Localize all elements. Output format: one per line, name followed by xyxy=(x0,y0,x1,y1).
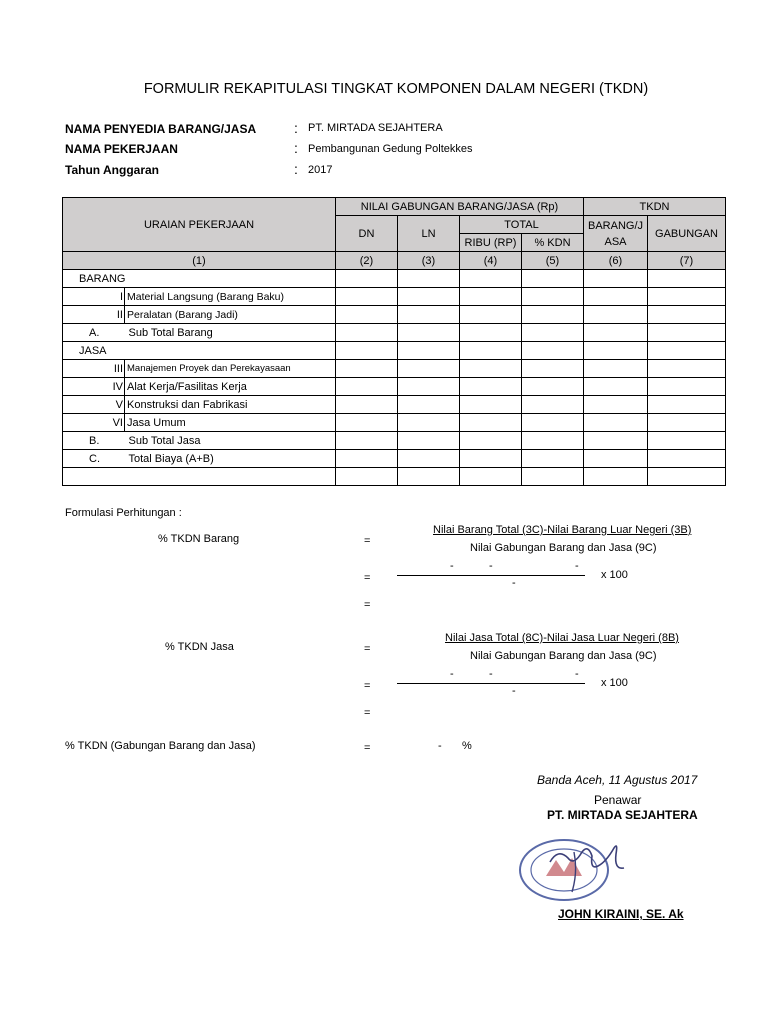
row-num: III xyxy=(63,360,125,378)
table-row xyxy=(63,468,726,486)
dash-value: - xyxy=(450,668,454,680)
row-num: A. xyxy=(63,324,125,342)
year-label: Tahun Anggaran xyxy=(65,163,159,177)
row-label: Sub Total Barang xyxy=(125,324,336,342)
table-row xyxy=(63,324,726,342)
col-num-1: (1) xyxy=(63,252,336,270)
row-label: Peralatan (Barang Jadi) xyxy=(125,306,336,324)
formula-heading: Formulasi Perhitungan : xyxy=(65,507,182,519)
row-num: B. xyxy=(63,432,125,450)
header-gabungan: GABUNGAN xyxy=(648,216,726,252)
signer-company: PT. MIRTADA SEJAHTERA xyxy=(547,808,698,822)
job-colon: : xyxy=(294,140,298,156)
header-ribu: RIBU (RP) xyxy=(460,234,522,252)
provider-colon: : xyxy=(294,120,298,136)
percent-sign: % xyxy=(462,740,472,752)
row-label: Sub Total Jasa xyxy=(125,432,336,450)
col-num-6: (6) xyxy=(584,252,648,270)
dash-value: - xyxy=(512,685,516,697)
place-date: Banda Aceh, 11 Agustus 2017 xyxy=(537,773,698,787)
times-100: x 100 xyxy=(601,569,628,581)
row-label: Konstruksi dan Fabrikasi xyxy=(125,396,336,414)
dash-value: - xyxy=(438,740,442,752)
table-row xyxy=(63,288,726,306)
row-label: Jasa Umum xyxy=(125,414,336,432)
section-barang: BARANG xyxy=(63,270,336,288)
row-label: Total Biaya (A+B) xyxy=(125,450,336,468)
equals-sign: = xyxy=(364,680,371,692)
year-value: 2017 xyxy=(308,164,333,176)
col-num-4: (4) xyxy=(460,252,522,270)
table-row xyxy=(63,450,726,468)
col-num-3: (3) xyxy=(398,252,460,270)
dash-value: - xyxy=(489,560,493,572)
table-row xyxy=(63,342,726,360)
dash-value: - xyxy=(512,577,516,589)
section-jasa: JASA xyxy=(63,342,336,360)
table-row xyxy=(63,378,726,396)
table-row xyxy=(63,396,726,414)
fraction-line xyxy=(397,683,585,684)
job-value: Pembangunan Gedung Poltekkes xyxy=(308,143,473,155)
column-number-row xyxy=(63,252,726,270)
table-row xyxy=(63,414,726,432)
fraction-line xyxy=(397,575,585,576)
dash-value: - xyxy=(575,560,579,572)
year-colon: : xyxy=(294,161,298,177)
company-stamp-and-signature xyxy=(516,832,628,902)
tkdn-jasa-label: % TKDN Jasa xyxy=(165,641,234,653)
row-num: IV xyxy=(63,378,125,396)
header-ln: LN xyxy=(398,216,460,252)
job-label: NAMA PEKERJAAN xyxy=(65,142,178,156)
tkdn-barang-label: % TKDN Barang xyxy=(158,533,240,545)
header-total: TOTAL xyxy=(460,216,584,234)
jasa-denominator: Nilai Gabungan Barang dan Jasa (9C) xyxy=(470,650,657,662)
row-label: Manajemen Proyek dan Perekayasaan xyxy=(125,360,336,378)
equals-sign: = xyxy=(364,643,371,655)
row-num: C. xyxy=(63,450,125,468)
header-nilai: NILAI GABUNGAN BARANG/JASA (Rp) xyxy=(336,198,584,216)
row-label: Material Langsung (Barang Baku) xyxy=(125,288,336,306)
jasa-numerator: Nilai Jasa Total (8C)-Nilai Jasa Luar Negeri (8B) xyxy=(445,632,679,644)
dash-value: - xyxy=(489,668,493,680)
header-uraian: URAIAN PEKERJAAN xyxy=(63,198,336,252)
table-row xyxy=(63,270,726,288)
signer-name: JOHN KIRAINI, SE. Ak xyxy=(558,907,684,921)
times-100: x 100 xyxy=(601,677,628,689)
col-num-2: (2) xyxy=(336,252,398,270)
equals-sign: = xyxy=(364,707,371,719)
table-row xyxy=(63,360,726,378)
row-label: Alat Kerja/Fasilitas Kerja xyxy=(125,378,336,396)
signer-role: Penawar xyxy=(594,793,642,807)
equals-sign: = xyxy=(364,599,371,611)
equals-sign: = xyxy=(364,742,371,754)
provider-label: NAMA PENYEDIA BARANG/JASA xyxy=(65,122,257,136)
row-num: V xyxy=(63,396,125,414)
dash-value: - xyxy=(450,560,454,572)
barang-denominator: Nilai Gabungan Barang dan Jasa (9C) xyxy=(470,542,657,554)
tkdn-gabungan-label: % TKDN (Gabungan Barang dan Jasa) xyxy=(65,740,256,752)
barang-numerator: Nilai Barang Total (3C)-Nilai Barang Luar Negeri (3B) xyxy=(433,524,692,536)
dash-value: - xyxy=(575,668,579,680)
col-num-5: (5) xyxy=(522,252,584,270)
equals-sign: = xyxy=(364,572,371,584)
header-pkdn: % KDN xyxy=(522,234,584,252)
tkdn-table xyxy=(62,197,726,486)
row-num: I xyxy=(63,288,125,306)
form-title: FORMULIR REKAPITULASI TINGKAT KOMPONEN DALAM NEGERI (TKDN) xyxy=(143,81,649,97)
provider-value: PT. MIRTADA SEJAHTERA xyxy=(308,122,443,134)
header-tkdn: TKDN xyxy=(584,198,726,216)
table-row xyxy=(63,306,726,324)
col-num-7: (7) xyxy=(648,252,726,270)
equals-sign: = xyxy=(364,535,371,547)
row-num: II xyxy=(63,306,125,324)
row-num: VI xyxy=(63,414,125,432)
header-dn: DN xyxy=(336,216,398,252)
table-row xyxy=(63,432,726,450)
header-barang-jasa: BARANG/J ASA xyxy=(584,216,648,252)
